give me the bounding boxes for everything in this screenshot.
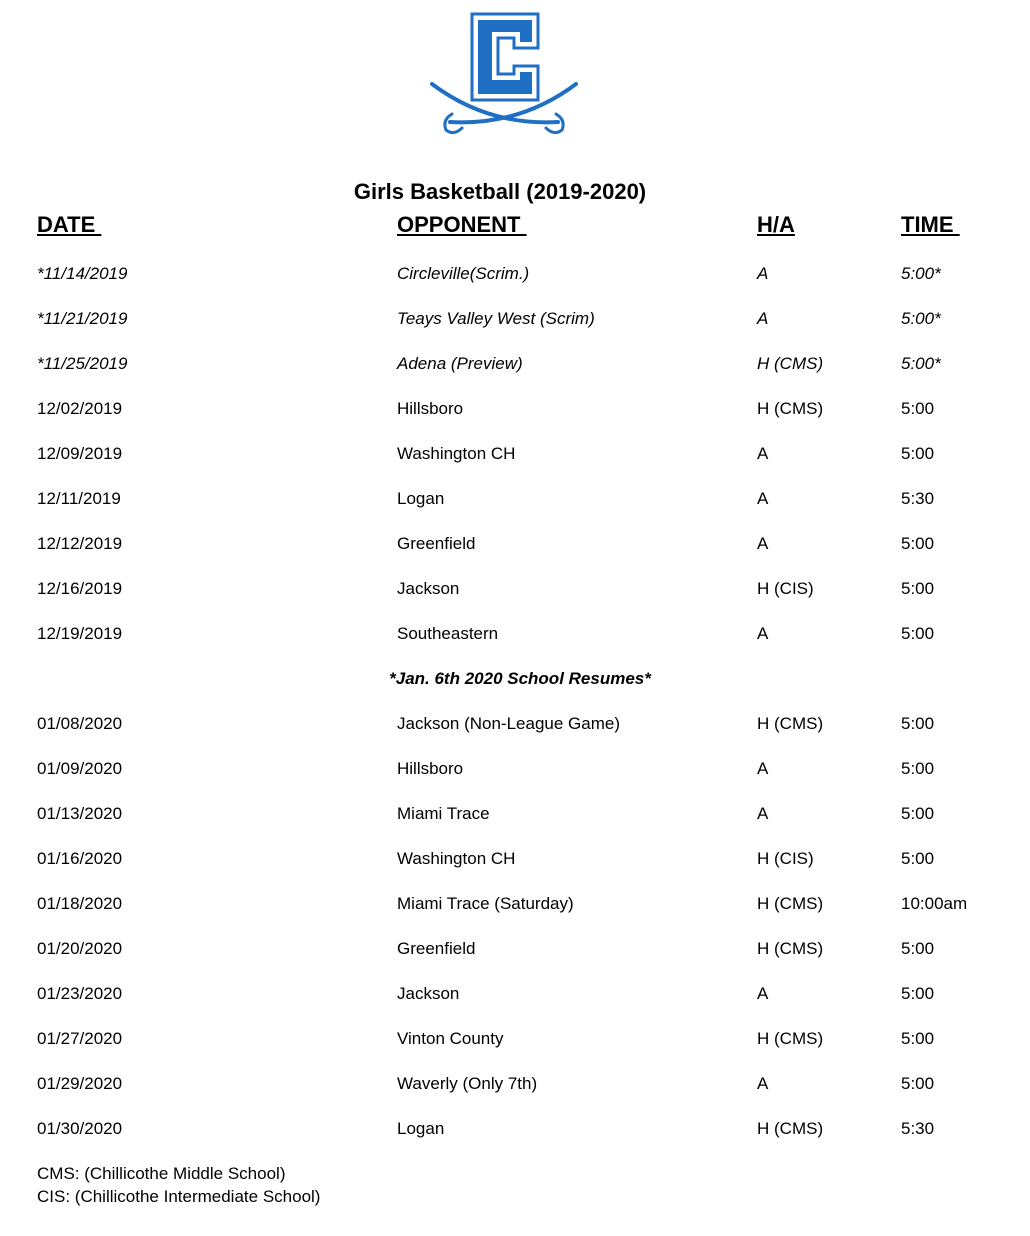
- row-date: 12/11/2019: [37, 489, 121, 508]
- row-opponent: Logan: [397, 489, 445, 508]
- row-home-away: A: [757, 984, 769, 1003]
- row-time: 5:00: [901, 1074, 935, 1093]
- schedule-row: [0, 937, 1030, 961]
- row-time: 5:30: [901, 489, 935, 508]
- schedule-row: [0, 397, 1030, 421]
- row-date: 12/02/2019: [37, 399, 123, 418]
- row-home-away: A: [757, 489, 769, 508]
- row-opponent: Washington CH: [397, 849, 516, 868]
- row-home-away: H (CMS): [757, 894, 824, 913]
- schedule-row: [0, 847, 1030, 871]
- row-date: 12/19/2019: [37, 624, 123, 643]
- row-home-away: A: [757, 759, 769, 778]
- schedule-row: [0, 1027, 1030, 1051]
- row-date: 01/29/2020: [37, 1074, 123, 1093]
- schedule-row: [0, 982, 1030, 1006]
- row-date: 01/08/2020: [37, 714, 123, 733]
- row-opponent: Miami Trace: [397, 804, 490, 823]
- schedule-row: [0, 352, 1030, 376]
- row-opponent: Jackson: [397, 984, 460, 1003]
- schedule-row: [0, 622, 1030, 646]
- schedule-row: [0, 262, 1030, 286]
- row-opponent: Teays Valley West (Scrim): [397, 309, 595, 328]
- row-date: 01/23/2020: [37, 984, 123, 1003]
- schedule-row: [0, 487, 1030, 511]
- schedule-row: [0, 712, 1030, 736]
- row-time: 5:00: [901, 849, 935, 868]
- row-opponent: Adena (Preview): [397, 354, 523, 373]
- row-date: 12/12/2019: [37, 534, 123, 553]
- schedule-row: [0, 1117, 1030, 1141]
- row-time: 5:00: [901, 444, 935, 463]
- row-date: 01/27/2020: [37, 1029, 123, 1048]
- row-opponent: Hillsboro: [397, 399, 464, 418]
- header-date: DATE: [37, 212, 102, 237]
- schedule-row: [0, 307, 1030, 331]
- row-time: 5:00: [901, 624, 935, 643]
- schedule-row: [0, 577, 1030, 601]
- row-opponent: Greenfield: [397, 534, 476, 553]
- page-title: Girls Basketball (2019-2020): [353, 179, 647, 204]
- row-home-away: H (CMS): [757, 1119, 824, 1138]
- schedule-row: [0, 1072, 1030, 1096]
- row-opponent: Waverly (Only 7th): [397, 1074, 538, 1093]
- schedule-row: [0, 757, 1030, 781]
- row-date: 01/13/2020: [37, 804, 123, 823]
- row-time: 5:00: [901, 759, 935, 778]
- row-date: 12/09/2019: [37, 444, 123, 463]
- header-opponent: OPPONENT: [397, 212, 527, 237]
- header-time: TIME: [901, 212, 960, 237]
- row-time: 5:00: [901, 804, 935, 823]
- school-resumes-note: *Jan. 6th 2020 School Resumes*: [389, 669, 651, 688]
- row-date: *11/14/2019: [37, 264, 128, 283]
- row-opponent: Southeastern: [397, 624, 499, 643]
- row-home-away: H (CMS): [757, 399, 824, 418]
- row-time: 10:00am: [901, 894, 968, 913]
- row-date: 01/18/2020: [37, 894, 123, 913]
- row-home-away: H (CMS): [757, 714, 824, 733]
- row-opponent: Hillsboro: [397, 759, 464, 778]
- row-home-away: H (CMS): [757, 354, 824, 373]
- schedule-row: [0, 892, 1030, 916]
- row-opponent: Logan: [397, 1119, 445, 1138]
- row-time: 5:00: [901, 714, 935, 733]
- row-home-away: A: [757, 804, 769, 823]
- row-date: *11/21/2019: [37, 309, 128, 328]
- row-opponent: Jackson (Non-League Game): [397, 714, 621, 733]
- row-time: 5:00: [901, 399, 935, 418]
- row-time: 5:30: [901, 1119, 935, 1138]
- row-opponent: Jackson: [397, 579, 460, 598]
- legend-cis: CIS: (Chillicothe Intermediate School): [37, 1187, 321, 1206]
- row-home-away: A: [757, 624, 769, 643]
- row-home-away: H (CIS): [757, 579, 814, 598]
- row-opponent: Vinton County: [397, 1029, 504, 1048]
- row-time: 5:00*: [901, 354, 941, 373]
- row-time: 5:00: [901, 939, 935, 958]
- row-home-away: A: [757, 444, 769, 463]
- row-home-away: H (CMS): [757, 939, 824, 958]
- row-date: 01/30/2020: [37, 1119, 123, 1138]
- row-home-away: A: [757, 264, 769, 283]
- row-home-away: H (CMS): [757, 1029, 824, 1048]
- crossed-sabers-c-icon: [428, 8, 580, 146]
- row-time: 5:00*: [901, 309, 941, 328]
- row-date: 01/20/2020: [37, 939, 123, 958]
- row-home-away: A: [757, 1074, 769, 1093]
- row-opponent: Miami Trace (Saturday): [397, 894, 574, 913]
- row-opponent: Circleville(Scrim.): [397, 264, 530, 283]
- row-date: 01/09/2020: [37, 759, 123, 778]
- legend-cms: CMS: (Chillicothe Middle School): [37, 1164, 286, 1183]
- row-time: 5:00: [901, 534, 935, 553]
- row-home-away: A: [757, 534, 769, 553]
- row-home-away: H (CIS): [757, 849, 814, 868]
- row-time: 5:00*: [901, 264, 941, 283]
- row-opponent: Washington CH: [397, 444, 516, 463]
- row-time: 5:00: [901, 984, 935, 1003]
- schedule-row: [0, 442, 1030, 466]
- row-time: 5:00: [901, 579, 935, 598]
- schedule-row: [0, 802, 1030, 826]
- header-home-away: H/A: [757, 212, 795, 237]
- row-date: *11/25/2019: [37, 354, 128, 373]
- schedule-row: [0, 532, 1030, 556]
- row-time: 5:00: [901, 1029, 935, 1048]
- row-opponent: Greenfield: [397, 939, 476, 958]
- school-logo: [428, 8, 580, 146]
- row-home-away: A: [757, 309, 769, 328]
- row-date: 12/16/2019: [37, 579, 123, 598]
- row-date: 01/16/2020: [37, 849, 123, 868]
